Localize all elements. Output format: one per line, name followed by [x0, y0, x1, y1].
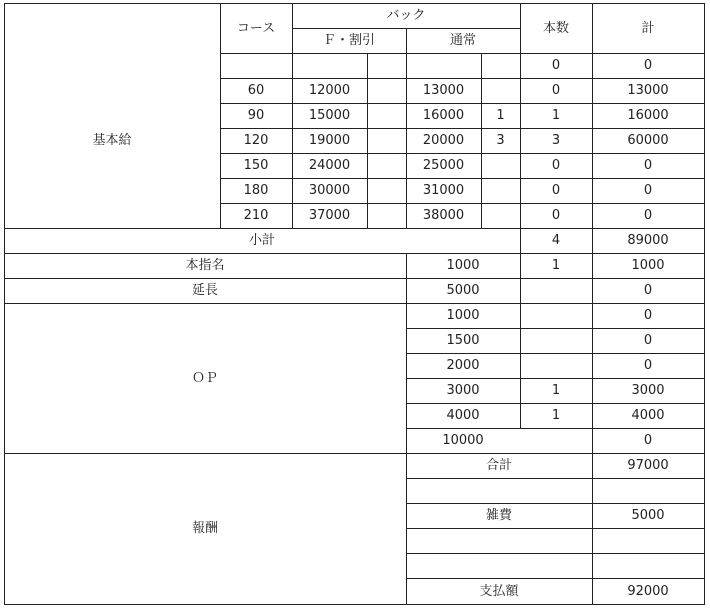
total-cell: 60000 — [627, 133, 669, 148]
op-total-cell: 0 — [643, 308, 653, 323]
header-total: 計 — [641, 20, 655, 36]
total-cell: 0 — [643, 208, 653, 223]
count-cell: 0 — [551, 158, 561, 173]
op-count-cell — [520, 428, 592, 453]
f-discount-count-cell — [367, 178, 406, 203]
op-total-cell: 4000 — [631, 408, 665, 423]
course-cell: 150 — [243, 158, 269, 173]
base-salary-label: 基本給 — [92, 133, 132, 148]
normal-price-cell: 31000 — [422, 183, 465, 198]
remuneration-item-label: 合計 — [485, 458, 512, 473]
normal-price-cell: 25000 — [422, 158, 465, 173]
f-discount-count-cell — [367, 203, 406, 228]
op-total-cell: 0 — [643, 333, 653, 348]
count-cell: 3 — [551, 133, 561, 148]
op-price-cell: 3000 — [446, 383, 480, 398]
course-cell: 60 — [247, 83, 265, 98]
subtotal-count: 4 — [551, 233, 561, 248]
course-cell: 180 — [243, 183, 269, 198]
f-discount-price-cell: 19000 — [308, 133, 351, 148]
f-discount-count-cell — [367, 53, 406, 78]
total-cell: 16000 — [627, 108, 669, 123]
op-price-cell: 1500 — [446, 333, 480, 348]
extension-price: 5000 — [446, 283, 480, 298]
count-cell: 0 — [551, 58, 561, 73]
table-border-right — [704, 3, 705, 605]
op-price-cell: 4000 — [446, 408, 480, 423]
extension-label: 延長 — [191, 283, 218, 298]
normal-count-cell: 1 — [496, 108, 505, 123]
op-count-cell — [520, 328, 592, 353]
course-cell: 210 — [243, 208, 269, 223]
op-count-cell — [520, 303, 592, 328]
count-cell: 0 — [551, 83, 561, 98]
nomination-price: 1000 — [446, 258, 480, 273]
op-price-cell: 2000 — [446, 358, 480, 373]
remuneration-item-value: 97000 — [627, 458, 669, 473]
subtotal-label: 小計 — [248, 233, 275, 248]
extension-total: 0 — [643, 283, 653, 298]
course-cell: 120 — [243, 133, 269, 148]
extension-count — [520, 278, 592, 303]
normal-count-cell: 3 — [496, 133, 505, 148]
op-label: ＯＰ — [191, 370, 218, 386]
subtotal-total: 89000 — [627, 233, 669, 248]
remuneration-item-value — [592, 478, 704, 503]
nomination-count: 1 — [551, 258, 561, 273]
f-discount-price-cell: 37000 — [308, 208, 351, 223]
f-discount-price-cell: 12000 — [308, 83, 351, 98]
f-discount-count-cell — [367, 78, 406, 103]
header-count: 本数 — [542, 20, 569, 36]
op-total-cell: 0 — [643, 433, 653, 448]
remuneration-item-label: 雑費 — [485, 508, 512, 523]
normal-price-cell: 16000 — [422, 108, 465, 123]
remuneration-item-value: 5000 — [631, 508, 665, 523]
remuneration-item-label — [406, 478, 592, 503]
remuneration-item-label — [406, 528, 592, 553]
normal-price-cell: 13000 — [422, 83, 465, 98]
f-discount-count-cell — [367, 128, 406, 153]
total-cell: 0 — [643, 183, 653, 198]
op-total-cell: 3000 — [631, 383, 665, 398]
count-cell: 0 — [551, 208, 561, 223]
header-course: コース — [236, 20, 276, 36]
normal-count-cell — [481, 53, 520, 78]
normal-price-cell — [406, 53, 481, 78]
op-total-cell: 0 — [643, 358, 653, 373]
normal-count-cell — [481, 203, 520, 228]
course-cell: 90 — [247, 108, 265, 123]
total-cell: 13000 — [627, 83, 669, 98]
f-discount-price-cell: 30000 — [308, 183, 351, 198]
f-discount-price-cell: 24000 — [308, 158, 351, 173]
remuneration-item-value: 92000 — [627, 583, 669, 599]
normal-count-cell — [481, 153, 520, 178]
remuneration-label: 報酬 — [191, 521, 218, 536]
f-discount-price-cell — [292, 53, 367, 78]
total-cell: 0 — [643, 158, 653, 173]
header-normal: 通常 — [449, 33, 476, 48]
f-discount-price-cell: 15000 — [308, 108, 351, 123]
count-cell: 0 — [551, 183, 561, 198]
f-discount-count-cell — [367, 153, 406, 178]
op-count-cell: 1 — [551, 408, 561, 423]
normal-count-cell — [481, 78, 520, 103]
f-discount-count-cell — [367, 103, 406, 128]
count-cell: 1 — [551, 108, 561, 123]
remuneration-item-value — [592, 528, 704, 553]
header-back: バック — [386, 8, 426, 23]
header-f-discount: Ｆ・割引 — [322, 33, 375, 48]
normal-price-cell: 20000 — [422, 133, 465, 148]
nomination-label: 本指名 — [185, 258, 225, 273]
normal-count-cell — [481, 178, 520, 203]
normal-price-cell: 38000 — [422, 208, 465, 223]
op-count-cell: 1 — [551, 383, 561, 398]
op-price-cell: 10000 — [442, 433, 484, 448]
course-cell — [220, 53, 292, 78]
table-border-bottom — [4, 604, 705, 605]
remuneration-item-label — [406, 553, 592, 578]
op-price-cell: 1000 — [446, 308, 480, 323]
remuneration-item-value — [592, 553, 704, 578]
op-count-cell — [520, 353, 592, 378]
total-cell: 0 — [643, 58, 653, 73]
remuneration-item-label: 支払額 — [479, 583, 519, 599]
nomination-total: 1000 — [631, 258, 665, 273]
